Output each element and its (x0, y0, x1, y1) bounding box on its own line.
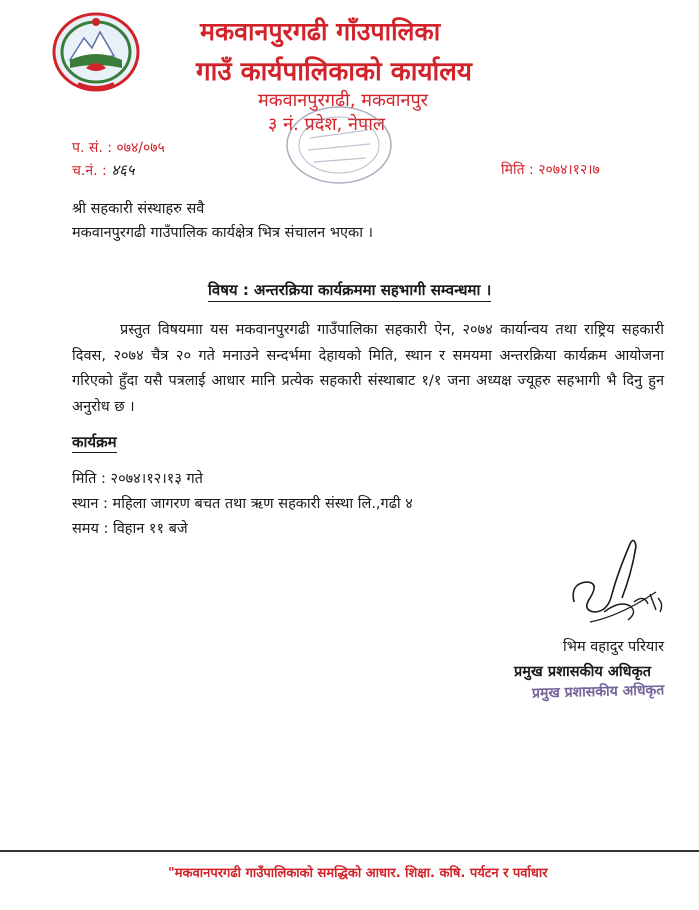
program-time: समय : विहान ११ बजे (72, 521, 188, 537)
reference-number (72, 138, 165, 157)
signatory-stamp: प्रमुख प्रशासकीय अधिकृत (531, 682, 665, 702)
program-place: स्थान : महिला जागरण बचत तथा ऋण सहकारी संस्था लि.,गढी ४ (72, 496, 413, 512)
footer-motto: "मकवानपरगढी गाउँपालिकाको समद्धिको आधार. शिक्षा. कषि. पर्यटन र पर्वाधार (168, 866, 548, 881)
date-label: मिति : (501, 162, 534, 178)
ps-value: ०७४/०७५ (116, 140, 165, 156)
addressee-line-2: मकवानपुरगढी गाउँपालिक कार्यक्षेत्र भित्र संचालन भएका । (72, 225, 374, 241)
footer-divider (0, 850, 699, 852)
chn-label: च.नं. : (72, 163, 107, 179)
chn-value: ४६५ (111, 161, 135, 179)
signatory-name: भिम वहादुर परियार (563, 639, 665, 655)
office-subtitle: गाउँ कार्यपालिकाको कार्यालय (196, 57, 472, 87)
body-paragraph: प्रस्तुत विषयमाा यस मकवानपुरगढी गाउँपालिका सहकारी ऐन, २०७४ कार्यान्वय तथा राष्ट्रिय सहकारी दिवस, २०७४ चैत्र २० गते मनाउने सन्दर्भमा देहायको मिति, स्थान र समयमा अन्तरक्रिया कार्यक्रम आयोजना गरिएको हुँदा यसै पत्रलाई आधार मानि प्रत्येक सहकारी संस्थाबाट १/१ जना अध्यक्ष ज्यूहरु सहभागी भै दिनु हुन अनुरोध छ । (72, 322, 664, 415)
program-date: मिति : २०७४।१२।१३ गते (72, 471, 203, 487)
office-address: मकवानपुरगढी, मकवानपुर (258, 90, 429, 111)
office-stamp-icon (280, 102, 398, 188)
date-value: २०७४।१२।७ (538, 162, 600, 178)
signature-icon (560, 532, 670, 632)
letter-body (72, 318, 664, 420)
dispatch-number (72, 160, 135, 180)
letter-date (501, 160, 600, 179)
signatory-title: प्रमुख प्रशासकीय अधिकृत (514, 664, 651, 680)
letter-subject: विषय : अन्तरक्रिया कार्यक्रममा सहभागी सम्वन्धमा । (208, 280, 491, 302)
addressee-line-1: श्री सहकारी संस्थाहरु सवै (72, 201, 205, 217)
nepal-emblem-icon (48, 8, 144, 94)
program-heading: कार्यक्रम (72, 433, 117, 451)
ps-label: प. सं. : (72, 140, 112, 156)
office-province: ३ नं. प्रदेश, नेपाल (268, 114, 386, 135)
office-name: मकवानपुरगढी गाँउपालिका (200, 17, 441, 46)
